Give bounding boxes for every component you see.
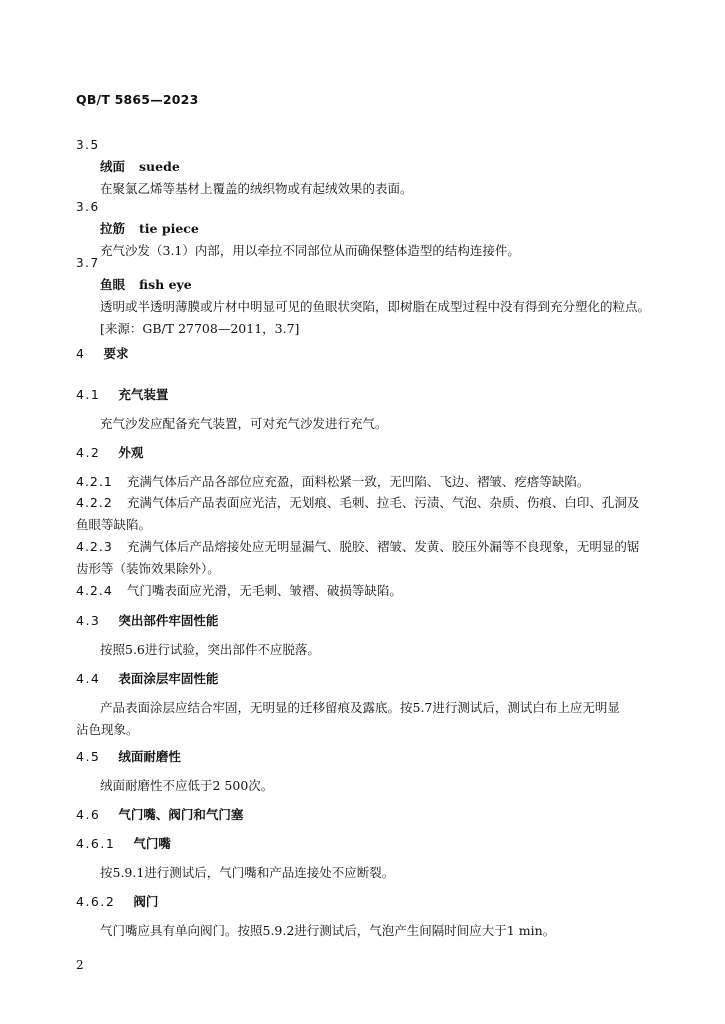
section-title: 充气装置 xyxy=(118,387,169,402)
section-heading-4-6 xyxy=(76,804,666,826)
section-heading-4-6-2 xyxy=(76,891,666,913)
term-zh: 拉筋 xyxy=(100,221,126,236)
clause-4-2-2 xyxy=(76,492,666,536)
section-heading-4-1 xyxy=(76,384,666,406)
clause-number: 4.2.1 xyxy=(76,474,113,489)
clause-number: 4.2.2 xyxy=(76,495,113,510)
term-en: tie piece xyxy=(139,221,199,236)
clause-text: 充满气体后产品各部位应充盈，面料松紧一致，无凹陷、飞边、褶皱、疙瘩等缺陷。 xyxy=(126,474,590,489)
section-heading-4-2 xyxy=(76,442,666,464)
term-definition: 透明或半透明薄膜或片材中明显可见的鱼眼状突陷，即树脂在成型过程中没有得到充分塑化的粒点。 xyxy=(100,299,651,314)
clause-text-continued: 鱼眼等缺陷。 xyxy=(76,517,152,532)
clause-text: 充满气体后产品熔接处应无明显漏气、脱胶、褶皱、发黄、胶压外漏等不良现象，无明显的锯 xyxy=(126,539,640,554)
section-heading-4-4 xyxy=(76,668,666,690)
chapter-heading xyxy=(76,343,666,365)
term-definition: 充气沙发（3.1）内部，用以牵拉不同部位从而确保整体造型的结构连接件。 xyxy=(100,243,520,258)
term-number: 3.6 xyxy=(76,200,100,214)
clause-4-2-3 xyxy=(76,536,666,580)
section-text-4-4 xyxy=(76,697,690,741)
clause-text: 充满气体后产品表面应光洁，无划痕、毛刺、拉毛、污渍、气泡、杂质、伤痕、白印、孔洞及 xyxy=(126,495,640,510)
section-number: 4.6 xyxy=(76,807,101,822)
section-title: 表面涂层牢固性能 xyxy=(118,671,219,686)
paragraph-line-continued: 沾色现象。 xyxy=(76,722,139,737)
term-3-7 xyxy=(76,252,666,340)
section-heading-4-6-1 xyxy=(76,833,666,855)
section-title: 突出部件牢固性能 xyxy=(118,613,219,628)
section-title: 气门嘴 xyxy=(133,836,171,851)
section-heading-4-3 xyxy=(76,610,666,632)
section-heading-4-5 xyxy=(76,746,666,768)
term-number: 3.5 xyxy=(76,138,100,152)
paragraph-line: 产品表面涂层应结合牢固，无明显的迁移留痕及露底。按5.7进行测试后，测试白布上应无明显 xyxy=(100,700,620,715)
section-title: 气门嘴、阀门和气门塞 xyxy=(118,807,244,822)
clause-text-continued: 齿形等（装饰效果除外）。 xyxy=(76,561,220,576)
section-number: 4.5 xyxy=(76,749,101,764)
section-text-4-3: 按照5.6进行试验，突出部件不应脱落。 xyxy=(100,642,320,657)
clause-number: 4.2.4 xyxy=(76,583,113,598)
clause-text: 气门嘴表面应光滑，无毛刺、皱褶、破损等缺陷。 xyxy=(126,583,402,598)
term-en: fish eye xyxy=(139,277,192,292)
section-number: 4.3 xyxy=(76,613,101,628)
section-title: 阀门 xyxy=(133,894,159,909)
clause-4-2-4 xyxy=(76,580,666,602)
chapter-title: 要求 xyxy=(103,346,129,361)
term-definition: 在聚氯乙烯等基材上覆盖的绒织物或有起绒效果的表面。 xyxy=(100,181,413,196)
section-text-4-5: 绒面耐磨性不应低于2 500次。 xyxy=(100,778,274,793)
section-title: 外观 xyxy=(118,445,144,460)
term-zh: 鱼眼 xyxy=(100,277,126,292)
section-number: 4.6.2 xyxy=(76,894,116,909)
clause-number: 4.2.3 xyxy=(76,539,113,554)
section-text-4-6-1: 按5.9.1进行测试后，气门嘴和产品连接处不应断裂。 xyxy=(100,865,395,880)
section-text-4-6-2: 气门嘴应具有单向阀门。按照5.9.2进行测试后，气泡产生间隔时间应大于1 min。 xyxy=(100,923,556,938)
chapter-number: 4 xyxy=(76,346,86,361)
section-number: 4.2 xyxy=(76,445,101,460)
page-number: 2 xyxy=(76,958,84,972)
term-title xyxy=(76,274,666,296)
term-zh: 绒面 xyxy=(100,159,126,174)
term-title xyxy=(76,218,666,240)
term-title xyxy=(76,156,666,178)
term-3-5 xyxy=(76,134,666,200)
term-en: suede xyxy=(139,159,180,174)
section-text-4-1: 充气沙发应配备充气装置，可对充气沙发进行充气。 xyxy=(100,416,388,431)
section-title: 绒面耐磨性 xyxy=(118,749,181,764)
term-number: 3.7 xyxy=(76,256,100,270)
clause-4-2-1 xyxy=(76,471,666,493)
section-number: 4.4 xyxy=(76,671,101,686)
term-source: [来源：GB/T 27708—2011，3.7] xyxy=(100,321,300,336)
section-number: 4.1 xyxy=(76,387,101,402)
standard-code: QB/T 5865—2023 xyxy=(76,92,199,107)
section-number: 4.6.1 xyxy=(76,836,116,851)
